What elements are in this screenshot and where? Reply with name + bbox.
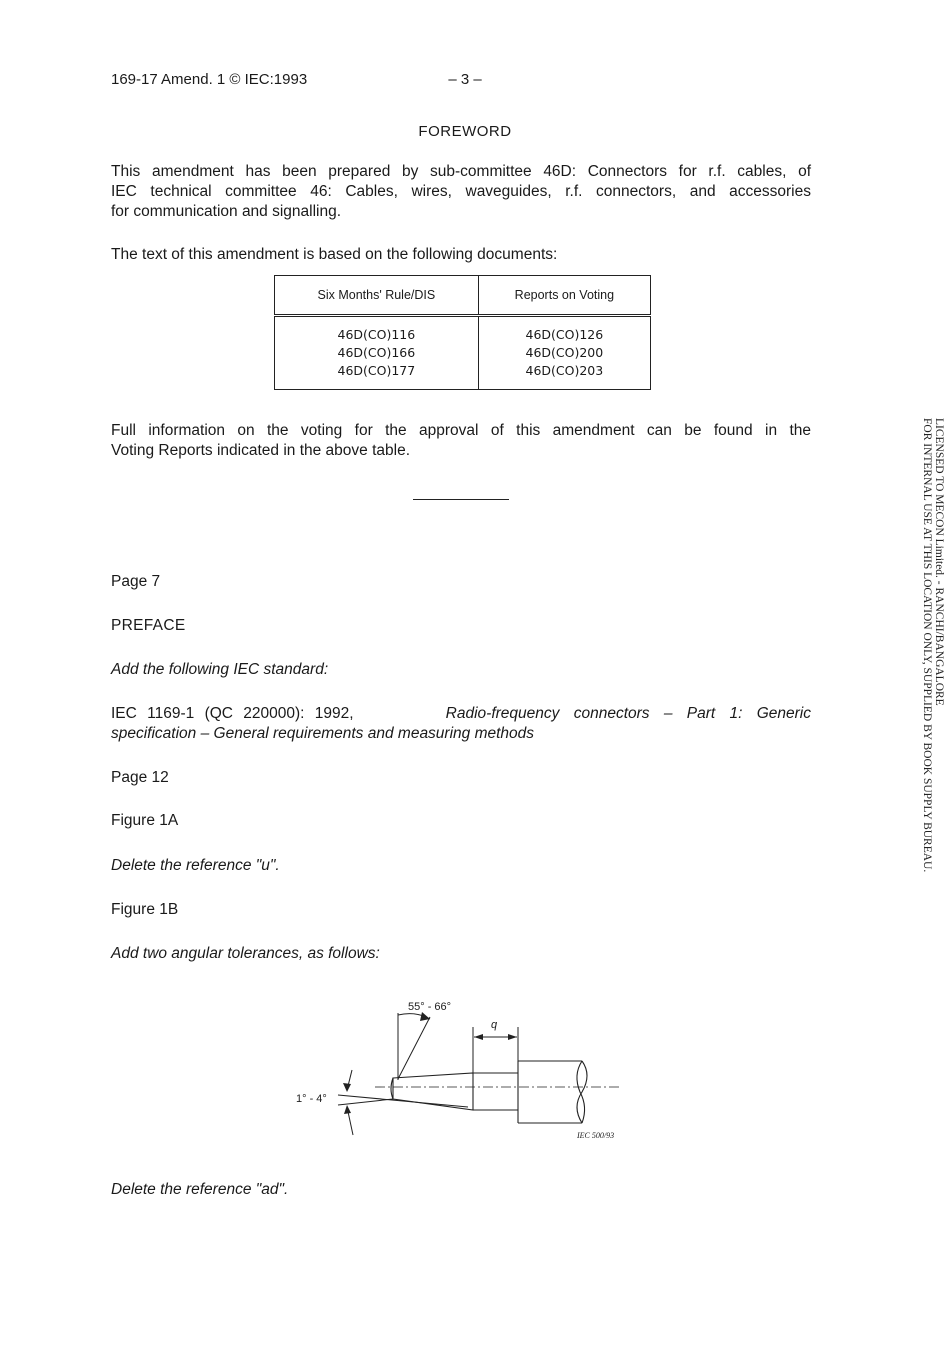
license-notice-line: LICENSED TO MECON Limited. - RANCHI/BANGALORE	[933, 418, 945, 706]
iec-reference-title: Radio-frequency connectors – Part 1: Generic	[445, 705, 811, 722]
pin-outline	[375, 1061, 622, 1123]
dimension-label-q: q	[491, 1019, 498, 1031]
figure-1a-heading: Figure 1A	[111, 812, 179, 829]
page-7-heading: Page 7	[111, 573, 161, 590]
figure-reference: IEC 500/93	[577, 1131, 615, 1140]
paragraph-line: for communication and signalling.	[111, 203, 342, 220]
voting-report: 46D(CO)203	[525, 363, 604, 378]
license-notice	[921, 418, 945, 872]
page-number: – 3 –	[448, 71, 482, 88]
preface-heading: PREFACE	[111, 617, 186, 634]
paragraph-line: IEC technical committee 46: Cables, wires, waveguides, r.f. connectors, and accessories	[111, 183, 811, 200]
paragraph-line: Full information on the voting for the approval of this amendment can be found in the	[111, 422, 811, 439]
iec-reference-line-1	[111, 704, 811, 724]
iec-reference-number: IEC 1169-1 (QC 220000): 1992,	[111, 705, 364, 722]
dimension-lines	[338, 1013, 518, 1135]
voting-report: 46D(CO)126	[525, 327, 604, 342]
page-12-heading: Page 12	[111, 769, 169, 786]
table-cell-voting	[478, 316, 650, 390]
dis-document: 46D(CO)166	[337, 345, 416, 360]
paragraph-line: This amendment has been prepared by sub-committee 46D: Connectors for r.f. cables, of	[111, 163, 811, 180]
foreword-paragraph-2: The text of this amendment is based on the following documents:	[111, 246, 558, 263]
add-standard-instruction: Add the following IEC standard:	[111, 661, 329, 678]
connector-pin-drawing	[290, 995, 640, 1150]
delete-ad-instruction: Delete the reference "ad".	[111, 1181, 289, 1198]
delete-u-instruction: Delete the reference "u".	[111, 857, 280, 874]
section-divider	[413, 499, 509, 500]
documents-table	[274, 275, 651, 390]
foreword-paragraph-3	[111, 421, 811, 461]
license-notice-line: FOR INTERNAL USE AT THIS LOCATION ONLY, SUPPLIED BY BOOK SUPPLY BUREAU.	[921, 418, 933, 873]
table-header-dis: Six Months' Rule/DIS	[275, 276, 479, 316]
foreword-title: FOREWORD	[418, 123, 512, 140]
arrow-icon	[474, 1034, 483, 1040]
angle-label-55-66: 55° - 66°	[408, 1001, 452, 1013]
dis-document: 46D(CO)116	[337, 327, 416, 342]
table-cell-dis	[275, 316, 479, 390]
add-angular-instruction: Add two angular tolerances, as follows:	[111, 945, 380, 962]
dis-document: 46D(CO)177	[337, 363, 416, 378]
angle-label-1-4: 1° - 4°	[296, 1093, 327, 1105]
arrow-icon	[343, 1083, 351, 1092]
iec-reference-line-2: specification – General requirements and measuring methods	[111, 725, 535, 742]
document-reference: 169-17 Amend. 1 © IEC:1993	[111, 71, 308, 88]
figure-1b-heading: Figure 1B	[111, 901, 179, 918]
table-header-voting: Reports on Voting	[478, 276, 650, 316]
foreword-paragraph-1	[111, 162, 811, 222]
arrow-icon	[344, 1105, 351, 1114]
voting-report: 46D(CO)200	[525, 345, 604, 360]
paragraph-line: Voting Reports indicated in the above table.	[111, 442, 411, 459]
arrow-icon	[508, 1034, 517, 1040]
